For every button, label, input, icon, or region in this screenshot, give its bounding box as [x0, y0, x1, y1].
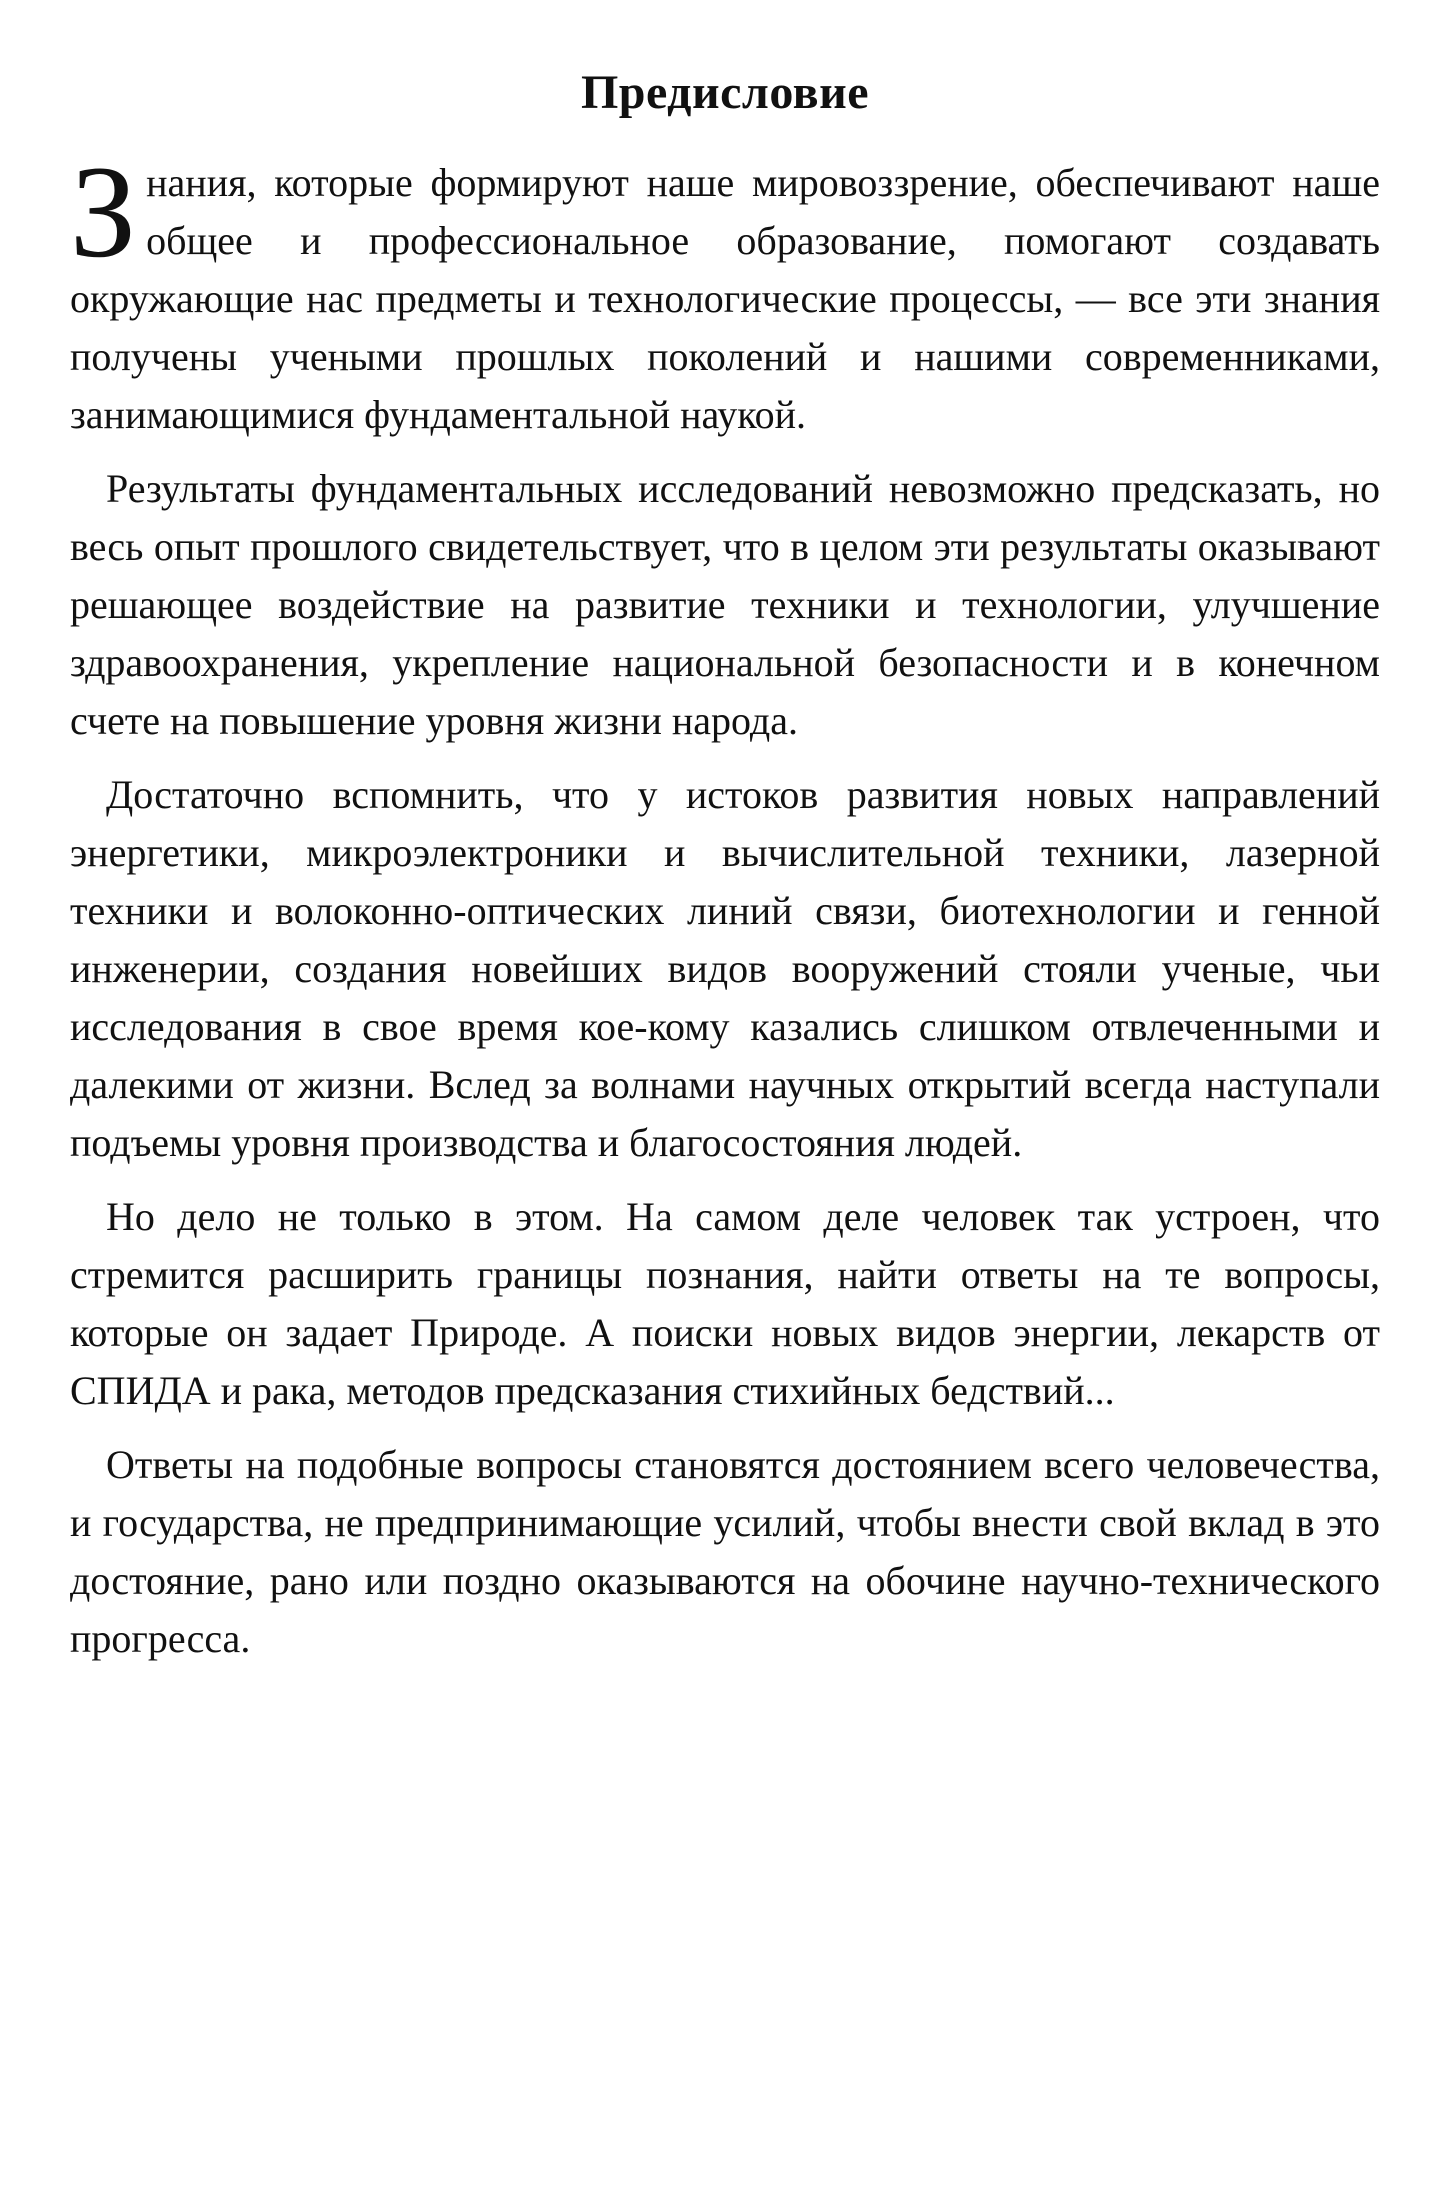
paragraph-3: Достаточно вспомнить, что у истоков развития новых направлений энергетики, микроэлектроники и вычислительной техники, лазерной техники и волоконно-оптических линий связи, биотехнологии и генной инженерии, создания новейших видов вооружений стояли ученые, чьи исследования в свое время кое-кому казались слишком отвлеченными и далекими от жизни. Вслед за волнами научных открытий всегда наступали подъемы уровня производства и благосостояния людей.: [70, 772, 1380, 1165]
paragraph-2: Результаты фундаментальных исследований невозможно предсказать, но весь опыт прошлого свидетельствует, что в целом эти результаты оказывают решающее воздействие на развитие техники и технологии, улучшение здравоохранения, укрепление национальной безопасности и в конечном счете на повышение уровня жизни народа.: [70, 466, 1380, 743]
page-title: Предисловие: [580, 66, 870, 119]
paragraph-1: [70, 138, 1380, 444]
paragraph-4: Но дело не только в этом. На самом деле человек так устроен, что стремится расширить границы познания, найти ответы на те вопросы, которые он задает Природе. А поиски новых видов энергии, лекарств от СПИДА и рака, методов предсказания стихийных бедствий...: [70, 1194, 1380, 1413]
paragraph-1-text: нания, которые формируют наше мировоззрение, обеспечивают наше общее и профессиональное образование, помогают создавать окружающие нас предметы и технологические процессы, — все эти знания получены учеными прошлых поколений и нашими современниками, занимающимися фундаментальной наукой.: [70, 160, 1380, 437]
drop-cap: З: [70, 138, 137, 285]
document-page: [70, 48, 1380, 1684]
paragraph-5: Ответы на подобные вопросы становятся достоянием всего человечества, и государства, не предпринимающие усилий, чтобы внести свой вклад в это достояние, рано или поздно оказываются на обочине научно-технического прогресса.: [70, 1442, 1380, 1661]
